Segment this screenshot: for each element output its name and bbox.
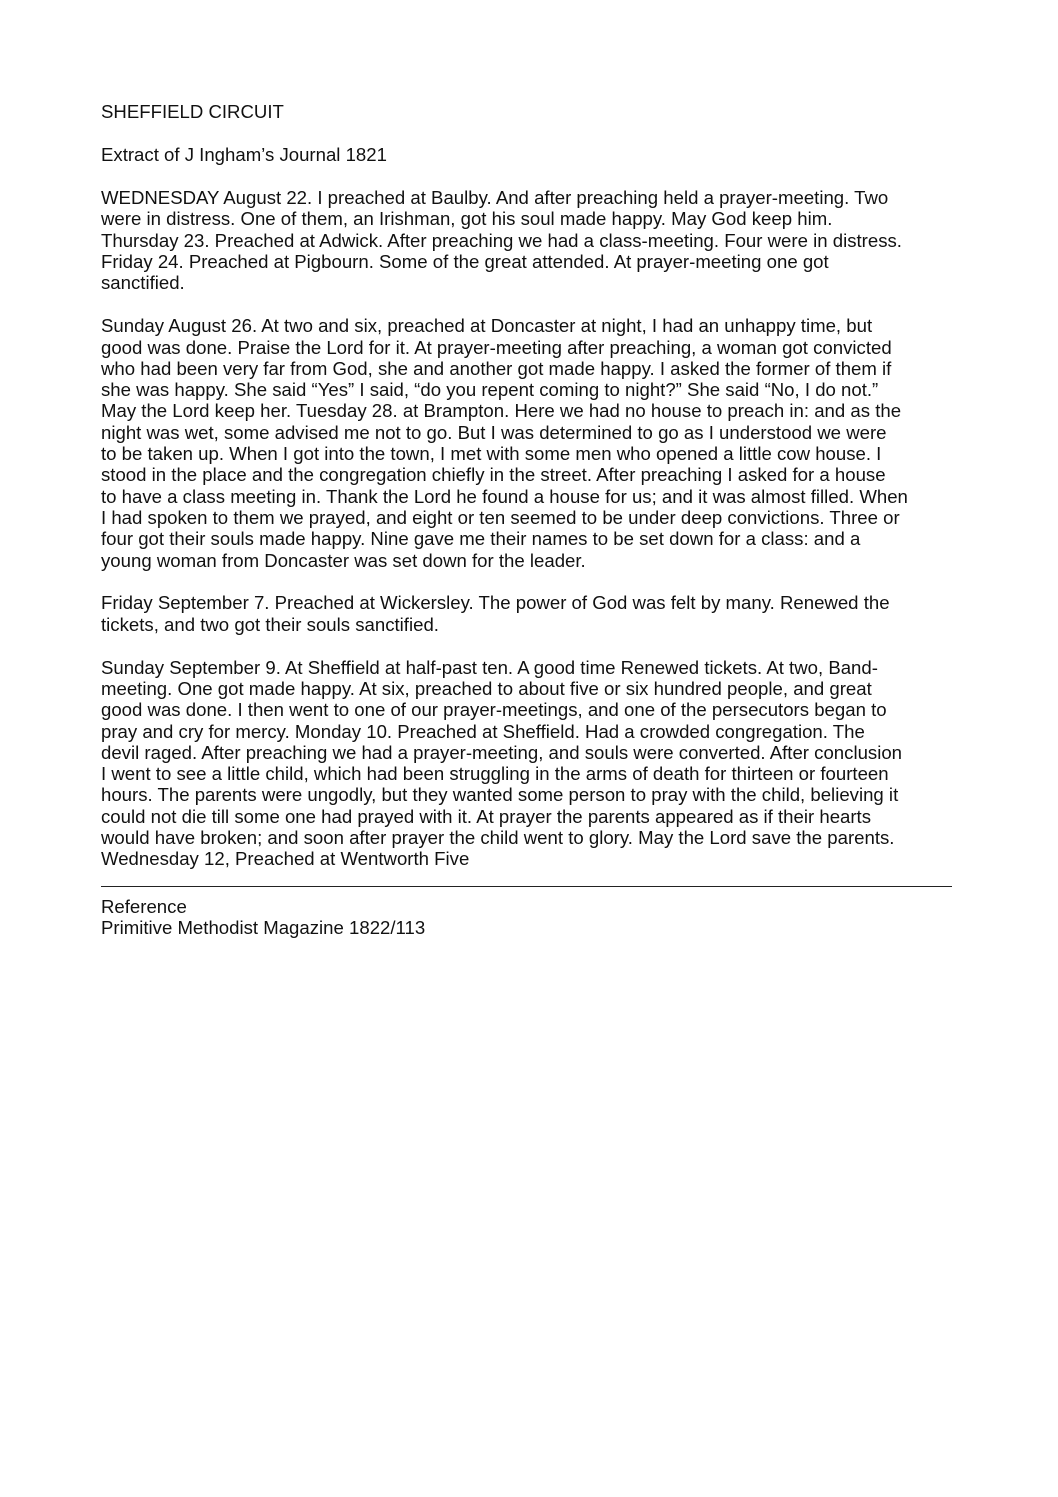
journal-paragraph: Sunday August 26. At two and six, preached at Doncaster at night, I had an unhappy time, but good was done. Praise the Lord for it. At prayer-meeting after preaching, a woman got convicted who had been very far from God, she and another got made happy. I asked the former of them if she was happy. She said “Yes” I said, “do you repent coming to night?” She said “No, I do not.” May the Lord keep her. Tuesday 28. at Brampton. Here we had no house to preach in: and as the night was wet, some advised me not to go. But I was determined to go as I understood we were to be taken up. When I got into the town, I met with some men who opened a little cow house. I stood in the place and the congregation chiefly in the street. After preaching I asked for a house to have a class meeting in. Thank the Lord he found a house for us; and it was almost filled. When I had spoken to them we prayed, and eight or ten seemed to be under deep convictions. Three or four got their souls made happy. Nine gave me their names to be set down for a class: and a young woman from Doncaster was set down for the leader.	[101, 315, 908, 571]
reference-divider	[101, 886, 952, 887]
document-page	[101, 101, 961, 938]
document-subtitle: Extract of J Ingham’s Journal 1821	[101, 144, 387, 166]
document-title: SHEFFIELD CIRCUIT	[101, 101, 284, 122]
reference-label: Reference	[101, 895, 187, 917]
journal-paragraph: WEDNESDAY August 22. I preached at Baulby. And after preaching held a prayer-meeting. Two were in distress. One of them, an Irishman, got his soul made happy. May God keep him. Thursday 23. Preached at Adwick. After preaching we had a class-meeting. Four were in distress. Friday 24. Preached at Pigbourn. Some of the great attended. At prayer-meeting one got sanctified.	[101, 187, 902, 294]
journal-paragraph: Sunday September 9. At Sheffield at half-past ten. A good time Renewed tickets. At two, Band- meeting. One got made happy. At six, preached to about five or six hundred people, and great good was done. I then went to one of our prayer-meetings, and one of the persecutors began to pray and cry for mercy. Monday 10. Preached at Sheffield. Had a crowded congregation. The devil raged. After preaching we had a prayer-meeting, and souls were converted. After conclusion I went to see a little child, which had been struggling in the arms of death for thirteen or fourteen hours. The parents were ungodly, but they wanted some person to pray with the child, believing it could not die till some one had prayed with it. At prayer the parents appeared as if their hearts would have broken; and soon after prayer the child went to glory. May the Lord save the parents. Wednesday 12, Preached at Wentworth Five	[101, 656, 903, 870]
reference-source: Primitive Methodist Magazine 1822/113	[101, 916, 426, 938]
journal-paragraph: Friday September 7. Preached at Wickersley. The power of God was felt by many. Renewed the tickets, and two got their souls sanctified.	[101, 592, 890, 635]
